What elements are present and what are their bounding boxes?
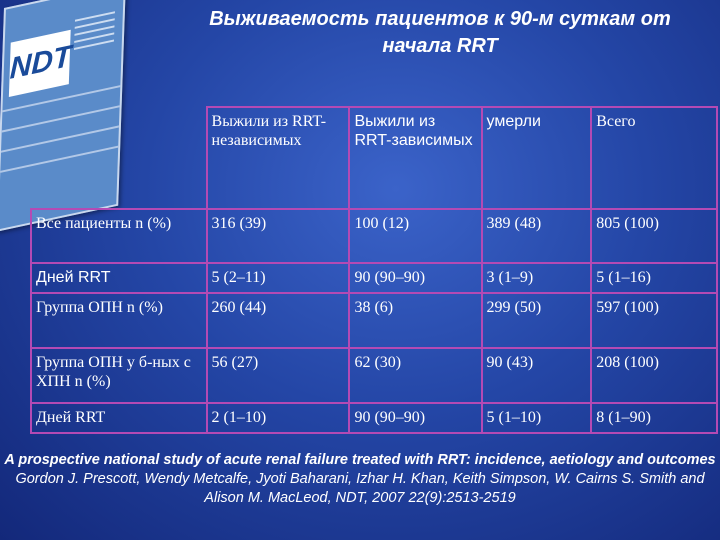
table-cell: 8 (1–90): [591, 403, 717, 433]
table-row: [31, 293, 717, 348]
table-row-label: Дней RRT: [31, 403, 207, 433]
table-header-cell: Всего: [591, 107, 717, 209]
table-row-label: Группа ОПН n (%): [31, 293, 207, 348]
table-cell: 299 (50): [482, 293, 592, 348]
table-row-label: Все пациенты n (%): [31, 209, 207, 263]
table-cell: 38 (6): [349, 293, 481, 348]
table-cell: 2 (1–10): [207, 403, 350, 433]
table-row: [31, 209, 717, 263]
table-header-cell: Выжили из RRT-независимых: [207, 107, 350, 209]
table-header-cell: умерли: [482, 107, 592, 209]
study-authors: Gordon J. Prescott, Wendy Metcalfe, Jyoti Baharani, Izhar H. Khan, Keith Simpson, W. Cairns S. Smith and Alison M. MacLeod, NDT, 2007 22(9):2513-2519: [15, 471, 705, 506]
study-title: A prospective national study of acute renal failure treated with RRT: incidence, aetiology and outcomes: [4, 452, 716, 468]
table-cell: 56 (27): [207, 348, 350, 403]
table-cell: 260 (44): [207, 293, 350, 348]
table-row: [31, 348, 717, 403]
table-cell: 3 (1–9): [482, 263, 592, 293]
table-row: [31, 403, 717, 433]
table-cell: 90 (90–90): [349, 263, 481, 293]
table-cell: 597 (100): [591, 293, 717, 348]
table-cell: 62 (30): [349, 348, 481, 403]
table-cell: 90 (90–90): [349, 403, 481, 433]
table-cell: 5 (2–11): [207, 263, 350, 293]
table-cell: 100 (12): [349, 209, 481, 263]
table-cell: 90 (43): [482, 348, 592, 403]
table-cell: 389 (48): [482, 209, 592, 263]
table-cell: 805 (100): [591, 209, 717, 263]
journal-logo: NDT: [9, 30, 71, 97]
survival-table: [30, 106, 718, 434]
table-row-label: Группа ОПН у б-ных с ХПН n (%): [31, 348, 207, 403]
table-row-label: Дней RRT: [31, 263, 207, 293]
table-header-empty: [31, 107, 207, 209]
table-cell: 208 (100): [591, 348, 717, 403]
citation: [0, 451, 720, 508]
table-cell: 316 (39): [207, 209, 350, 263]
slide-title: Выживаемость пациентов к 90-м суткам от начала RRT: [209, 8, 671, 57]
table-header-cell: Выжили из RRT-зависимых: [349, 107, 481, 209]
table-header-row: [31, 107, 717, 209]
table-row: [31, 263, 717, 293]
table-cell: 5 (1–16): [591, 263, 717, 293]
table-cell: 5 (1–10): [482, 403, 592, 433]
